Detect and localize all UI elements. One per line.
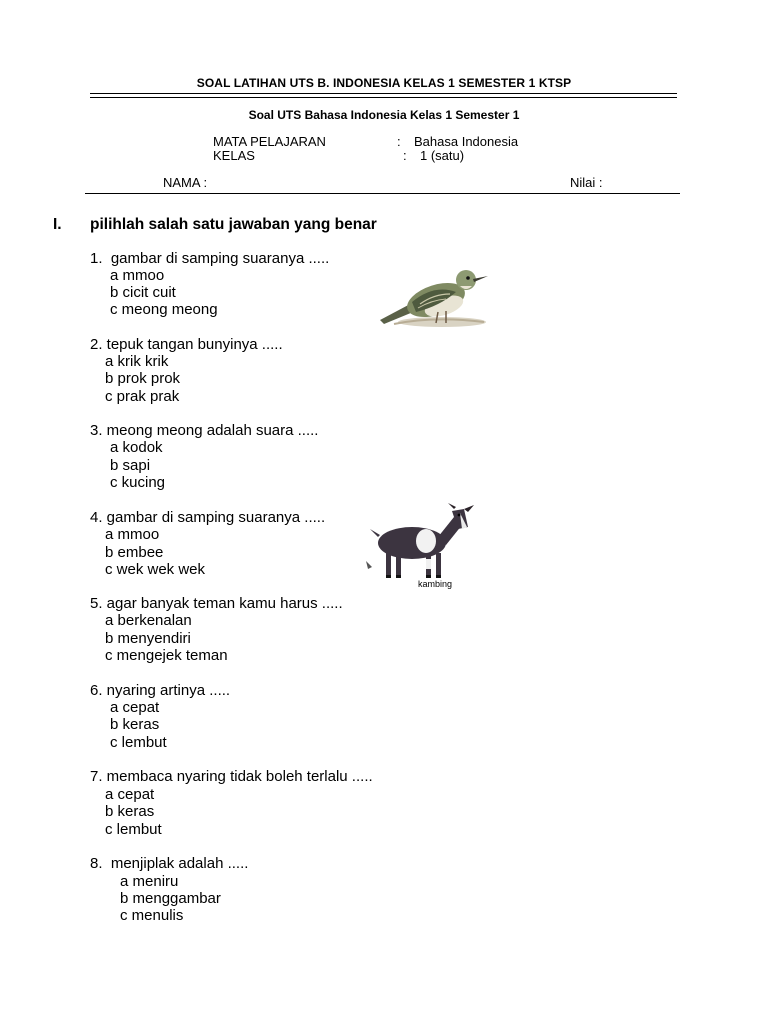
q4-option-b: b embee — [105, 544, 164, 561]
question-7: 7. membaca nyaring tidak boleh terlalu ..... — [90, 768, 373, 785]
section-title: pilihlah salah satu jawaban yang benar — [90, 216, 377, 233]
name-label: NAMA : — [163, 175, 208, 190]
q1-option-c: c meong meong — [110, 301, 218, 318]
worksheet-subtitle: Soal UTS Bahasa Indonesia Kelas 1 Semester 1 — [248, 108, 520, 122]
goat-caption: kambing — [418, 579, 453, 589]
q8-option-a: a meniru — [120, 873, 179, 890]
worksheet-title: SOAL LATIHAN UTS B. INDONESIA KELAS 1 SEMESTER 1 KTSP — [196, 76, 572, 90]
q3-option-a: a kodok — [110, 439, 163, 456]
goat-illustration — [364, 503, 476, 589]
subject-colon: : — [397, 134, 401, 149]
question-3: 3. meong meong adalah suara ..... — [90, 422, 319, 439]
class-label: KELAS — [213, 148, 255, 163]
q7-option-b: b keras — [105, 803, 155, 820]
q6-option-c: c lembut — [110, 734, 167, 751]
subject-label: MATA PELAJARAN — [213, 134, 326, 149]
q1-option-b: b cicit cuit — [110, 284, 176, 301]
q3-option-b: b sapi — [110, 457, 151, 474]
q7-option-a: a cepat — [105, 786, 155, 803]
q2-option-a: a krik krik — [105, 353, 169, 370]
subject-value: Bahasa Indonesia — [414, 134, 519, 149]
class-colon: : — [403, 148, 407, 163]
q3-option-c: c kucing — [110, 474, 166, 491]
question-6: 6. nyaring artinya ..... — [90, 682, 231, 699]
question-1: 1. gambar di samping suaranya ..... — [90, 250, 330, 267]
section-number: I. — [53, 216, 62, 233]
header-rule — [90, 93, 677, 94]
question-8: 8. menjiplak adalah ..... — [90, 855, 249, 872]
q5-option-a: a berkenalan — [105, 612, 192, 629]
question-2: 2. tepuk tangan bunyinya ..... — [90, 336, 283, 353]
score-label: Nilai : — [570, 175, 603, 190]
q6-option-a: a cepat — [110, 699, 160, 716]
q1-option-a: a mmoo — [110, 267, 165, 284]
q7-option-c: c lembut — [105, 821, 162, 838]
q5-option-b: b menyendiri — [105, 630, 191, 647]
q4-option-c: c wek wek wek — [105, 561, 206, 578]
header-rule-thin — [90, 97, 677, 98]
q5-option-c: c mengejek teman — [105, 647, 228, 664]
q6-option-b: b keras — [110, 716, 160, 733]
q2-option-c: c prak prak — [105, 388, 180, 405]
q8-option-b: b menggambar — [120, 890, 221, 907]
bird-illustration — [374, 262, 492, 332]
q2-option-b: b prok prok — [105, 370, 181, 387]
question-5: 5. agar banyak teman kamu harus ..... — [90, 595, 343, 612]
question-4: 4. gambar di samping suaranya ..... — [90, 509, 326, 526]
meta-rule — [85, 193, 680, 194]
q8-option-c: c menulis — [120, 907, 184, 924]
class-value: 1 (satu) — [420, 148, 465, 163]
q4-option-a: a mmoo — [105, 526, 160, 543]
